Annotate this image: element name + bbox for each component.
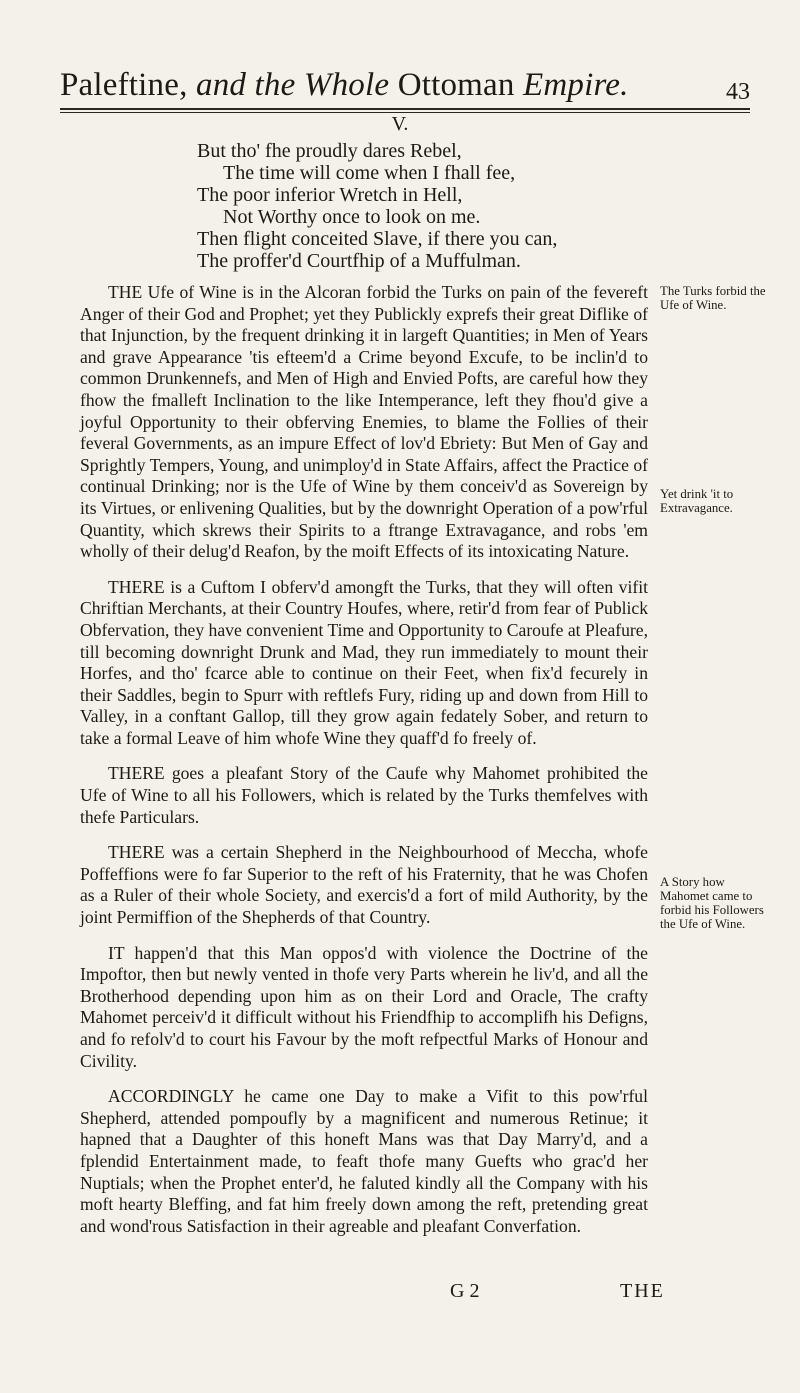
verse-stanza: [197, 140, 557, 272]
title-palestine: Paleftine,: [60, 67, 188, 103]
title-ottoman: Ottoman: [397, 67, 515, 103]
running-header: [60, 60, 750, 110]
header-rule: [60, 108, 750, 110]
paragraph: IT happen'd that this Man oppos'd with violence the Doctrine of the Impoftor, then but newly vented in thofe very Parts wherein he liv'd, and all the Brotherhood depending upon him as on their Lord and Oracle, The crafty Mahomet perceiv'd it difficult without his Friendfhip to accomplifh his Defigns, and fo refolv'd to court his Favour by the moft refpectful Marks of Honour and Civility.: [80, 942, 648, 1071]
running-title: [60, 67, 629, 104]
paragraph: ACCORDINGLY he came one Day to make a Vifit to this pow'rful Shepherd, attended pompoufly by a magnificent and numerous Retinue; it hapned that a Daughter of this honeft Mans was that Day Marry'd, and a fplendid Entertainment made, to feaft thofe many Guefts who grac'd her Nuptials; when the Prophet enter'd, he faluted kindly all the Company with his moft hearty Bleffing, and fat him freely down among the reft, pretending great and wond'rous Satisfaction in their agreable and pleafant Converfation.: [80, 1086, 648, 1236]
verse-line: The proffer'd Courtfhip of a Muffulman.: [197, 250, 521, 272]
paragraph: THE Ufe of Wine is in the Alcoran forbid the Turks on pain of the fevereft Anger of their God and Prophet; yet they Publickly exprefs their great Diflike of that Injunction, by the frequent drinking it in largeft Quantities; in Men of Years and grave Appearance 'tis efteem'd a Crime beyond Excufe, to be inclin'd to common Drunkennefs, and Men of High and Envied Pofts, are careful how they fhow the fmalleft Inclination to the like Intemperance, left they fhou'd give a joyful Opportunity to their obferving Enemies, to blame the Follies of their feveral Governments, as an impure Effect of lov'd Ebriety: But Men of Gay and Sprightly Tempers, Young, and unimploy'd in State Affairs, affect the Practice of continual Drinking; nor is the Ufe of Wine by them conceiv'd as Sovereign by its Virtues, or enlivening Qualities, but by the downright Operation of a pow'rful Quantity, which skrews their Spirits to a ftrange Extravagance, and robs 'em wholly of their delug'd Reafon, by the moift Effects of its intoxicating Nature.: [80, 282, 648, 562]
paragraph: THERE was a certain Shepherd in the Neighbourhood of Meccha, whofe Poffeffions were fo far Superior to the reft of his Fraternity, that he was Chofen as a Ruler of their whole Society, and exercis'd a fort of mild Authority, by the joint Permiffion of the Shepherds of that Country.: [80, 842, 648, 928]
marginal-note: A Story how Mahomet came to forbid his Followers the Ufe of Wine.: [660, 875, 764, 931]
marginal-note: The Turks forbid the Ufe of Wine.: [660, 284, 766, 312]
page-number: 43: [726, 79, 750, 105]
catchword: THE: [620, 1280, 665, 1302]
paragraph: THERE is a Cuftom I obferv'd amongft the Turks, that they will often vifit Chriftian Merchants, at their Country Houfes, where, retir'd from fear of Publick Obfervation, they have convenient Time and Opportunity to Caroufe at Pleafure, till becoming downright Drunk and Mad, they run immediately to mount their Horfes, and tho' fcarce able to continue on their Feet, when fix'd fecurely in their Saddles, begin to Spurr with reftlefs Fury, riding up and down from Hill to Valley, in a conftant Gallop, till they grow again fedately Sober, and return to take a formal Leave of him whofe Wine they quaff'd fo freely of.: [80, 576, 648, 748]
signature-mark: G 2: [450, 1280, 480, 1302]
verse-line: Not Worthy once to look on me.: [223, 206, 481, 228]
verse-line: Then flight conceited Slave, if there you can,: [197, 228, 558, 250]
body-text: [80, 282, 648, 1251]
title-empire: Empire.: [523, 67, 629, 103]
verse-line: But tho' fhe proudly dares Rebel,: [197, 140, 462, 162]
paragraph: THERE goes a pleafant Story of the Caufe why Mahomet prohibited the Ufe of Wine to all his Followers, which is related by the Turks themfelves with thefe Particulars.: [80, 763, 648, 827]
verse-line: The time will come when I fhall fee,: [223, 162, 516, 184]
verse-line: The poor inferior Wretch in Hell,: [197, 184, 463, 206]
stanza-number: V.: [391, 113, 409, 135]
title-whole: and the Whole: [196, 67, 390, 103]
marginal-note: Yet drink 'it to Extravagance.: [660, 487, 734, 515]
